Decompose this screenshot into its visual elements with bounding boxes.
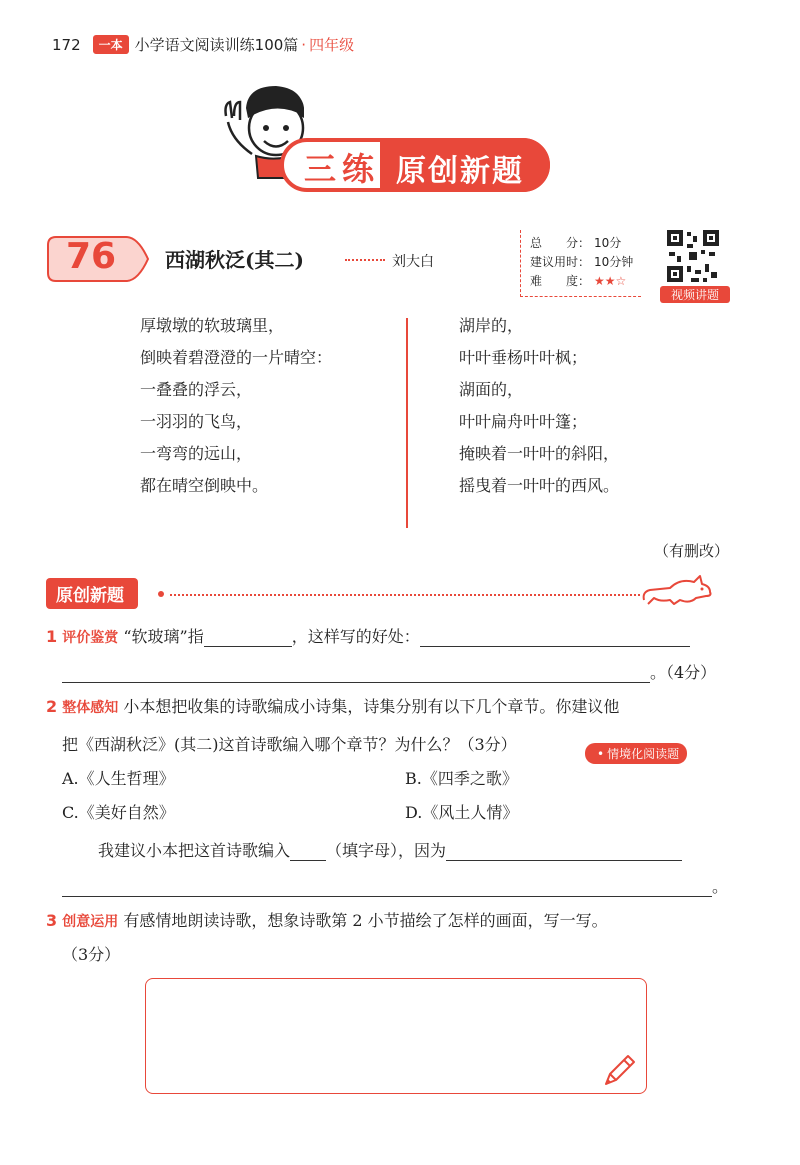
banner-right-text: 原创新题	[396, 154, 524, 189]
question-text: 小本想把收集的诗歌编成小诗集，诗集分别有以下几个章节。你建议他	[123, 697, 620, 716]
context-tag: • 情境化阅读题	[585, 743, 687, 764]
option-a[interactable]: A.《人生哲理》	[62, 769, 175, 788]
page-number: 172	[52, 35, 81, 54]
question-tag: 创意运用	[62, 914, 119, 930]
pencil-icon	[600, 1050, 640, 1090]
poem-line: 叶叶扁舟叶叶篷；	[459, 412, 588, 431]
banner-left-text: 三练	[304, 150, 381, 188]
question-2	[46, 694, 619, 717]
section-dot	[158, 591, 164, 597]
question-text: 有感情地朗读诗歌，想象诗歌第 2 小节描绘了怎样的画面，写一写。	[123, 911, 608, 930]
poem-title: 西湖秋泛(其二)	[165, 248, 304, 272]
poem-column-2	[459, 310, 619, 502]
answer-blank[interactable]	[62, 878, 712, 897]
answer-blank[interactable]	[204, 628, 292, 647]
question-1-line-2	[62, 660, 716, 683]
cat-icon	[640, 572, 720, 608]
question-tag: 整体感知	[62, 700, 119, 716]
edit-note: （有删改）	[654, 542, 730, 560]
book-title: 小学语文阅读训练100篇	[134, 36, 299, 54]
difficulty-stars: ★★☆	[594, 274, 627, 288]
question-2-line-2: 把《西湖秋泛》(其二)这首诗歌编入哪个章节？为什么？（3分）	[62, 735, 517, 754]
page-header	[52, 34, 354, 55]
option-c[interactable]: C.《美好自然》	[62, 803, 175, 822]
question-number: 2	[46, 697, 58, 716]
question-number: 3	[46, 911, 58, 930]
title-dots	[345, 259, 385, 261]
section-banner	[280, 138, 550, 192]
difficulty-label: 难 度：	[530, 274, 591, 288]
brand-logo: 一本	[93, 35, 129, 54]
time-value: 10分钟	[594, 255, 634, 269]
question-tag: 评价鉴赏	[62, 630, 119, 646]
answer-blank[interactable]	[290, 842, 326, 861]
poem-divider	[406, 318, 408, 528]
lesson-number: 76	[65, 236, 117, 277]
answer-prompt: 我建议小本把这首诗歌编入	[98, 841, 291, 860]
qr-code-icon[interactable]	[665, 228, 721, 284]
question-3-score: （3分）	[62, 945, 121, 964]
answer-blank[interactable]	[446, 842, 682, 861]
time-label: 建议用时：	[530, 255, 591, 269]
poem-line: 湖岸的，	[459, 316, 524, 335]
qr-video-label[interactable]: 视频讲题	[660, 286, 730, 303]
poem-line: 叶叶垂杨叶叶枫；	[459, 348, 588, 367]
question-number: 1	[46, 627, 58, 646]
poem-line: 一叠叠的浮云，	[140, 380, 253, 399]
question-text: ，这样写的好处：	[291, 627, 420, 646]
question-1	[46, 624, 690, 647]
total-label: 总 分：	[530, 236, 591, 250]
question-2-answer	[98, 838, 682, 861]
section-dotted-line	[170, 594, 640, 596]
meta-info	[530, 234, 633, 291]
total-value: 10分	[594, 236, 622, 250]
lesson-number-badge	[46, 234, 150, 284]
poem-line: 厚墩墩的软玻璃里，	[140, 316, 285, 335]
answer-blank[interactable]	[420, 628, 690, 647]
header-separator: ·	[301, 35, 307, 54]
poem-line: 摇曳着一叶叶的西风。	[459, 476, 620, 495]
question-text: “软玻璃”指	[123, 627, 204, 646]
poem-author: 刘大白	[392, 254, 434, 270]
answer-blank[interactable]	[62, 664, 650, 683]
answer-box[interactable]	[145, 978, 647, 1094]
poem-column-1	[140, 310, 332, 502]
section-title: 原创新题	[46, 578, 138, 609]
grade-label: 四年级	[309, 36, 355, 54]
option-b[interactable]: B.《四季之歌》	[405, 769, 518, 788]
answer-end: 。	[712, 877, 729, 896]
answer-prompt: （填字母），因为	[326, 841, 447, 860]
poem-line: 一羽羽的飞鸟，	[140, 412, 253, 431]
poem-line: 都在晴空倒映中。	[140, 476, 269, 495]
option-d[interactable]: D.《风土人情》	[405, 803, 519, 822]
question-3	[46, 908, 608, 931]
poem-line: 一弯弯的远山，	[140, 444, 253, 463]
poem-line: 湖面的，	[459, 380, 524, 399]
poem-line: 掩映着一叶叶的斜阳，	[459, 444, 620, 463]
poem-line: 倒映着碧澄澄的一片晴空：	[140, 348, 333, 367]
question-2-answer-line-2	[62, 874, 728, 897]
question-score: 。（4分）	[650, 663, 717, 682]
